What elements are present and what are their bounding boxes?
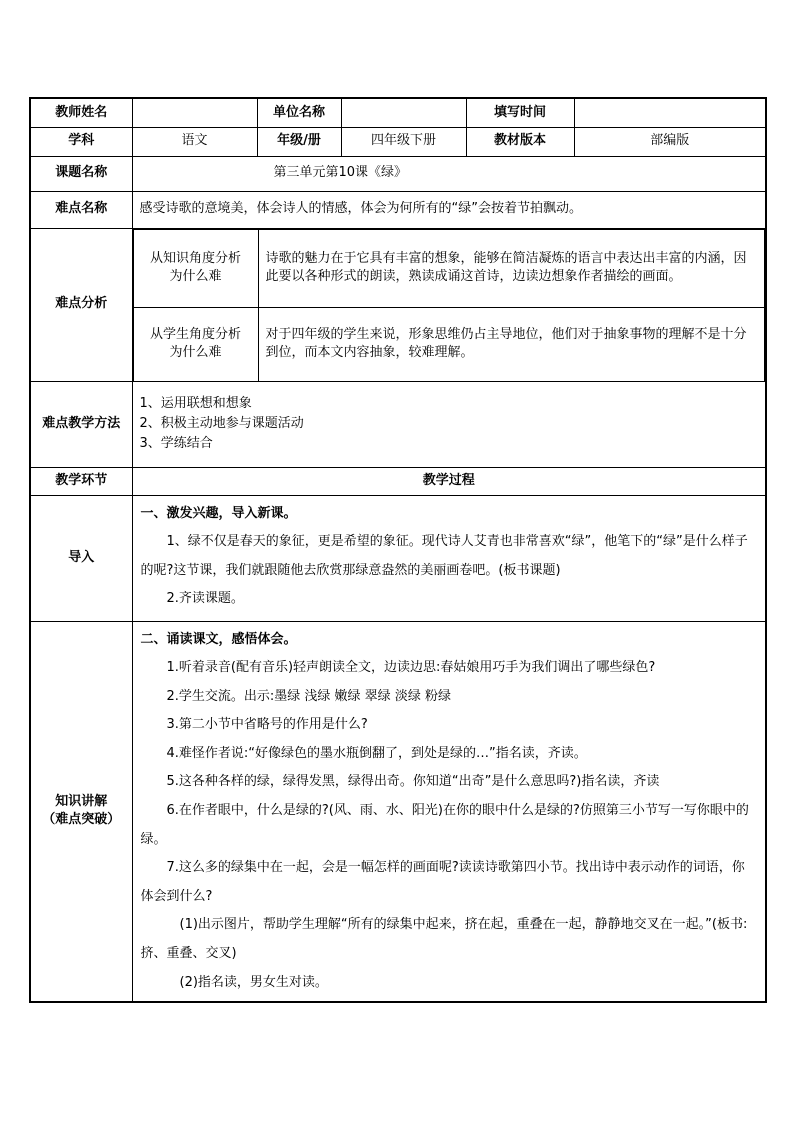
method-item-2: 2、积极主动地参与课题活动 (139, 415, 304, 431)
process-column-header: 教学过程 (132, 467, 766, 495)
knowledge-step-1: 1.听着录音(配有音乐)轻声朗读全文，边读边思:春姑娘用巧手为我们调出了哪些绿色? (166, 660, 656, 676)
student-angle-question (133, 307, 258, 380)
intro-step-2: 2.齐读课题。 (166, 591, 244, 607)
intro-step-1: 1、绿不仅是春天的象征，更是希望的象征。现代诗人艾青也非常喜欢“绿”，他笔下的“绿”是什么样子的呢?这节课，我们就跟随他去欣赏那绿意盎然的美丽画卷吧。(板书课题) (140, 534, 748, 578)
knowledge-step-7: 7.这么多的绿集中在一起，会是一幅怎样的画面呢?读读诗歌第四小节。找出诗中表示动作的词语，你体会到什么? (140, 860, 745, 904)
intro-process (132, 495, 766, 621)
unit-name-label: 单位名称 (257, 98, 341, 127)
method-label: 难点教学方法 (30, 381, 132, 467)
student-angle-q-line1: 从学生角度分析 (149, 326, 241, 342)
method-item-3: 3、学练结合 (139, 436, 213, 452)
lesson-plan-table (29, 97, 767, 1003)
knowledge-angle-question (133, 229, 258, 307)
knowledge-step-4: 4.难怪作者说:“好像绿色的墨水瓶倒翻了，到处是绿的…”指名读，齐读。 (166, 745, 587, 761)
teacher-name-value (132, 98, 257, 127)
knowledge-angle-q-line1: 从知识角度分析 (149, 250, 241, 266)
analysis-label: 难点分析 (30, 228, 132, 381)
knowledge-step-7-2: (2)指名读，男女生对读。 (179, 974, 328, 990)
student-angle-answer: 对于四年级的学生来说，形象思维仍占主导地位，他们对于抽象事物的理解不是十分到位，而本文内容抽象，较难理解。 (258, 307, 765, 380)
method-item-1: 1、运用联想和想象 (139, 395, 252, 411)
knowledge-step-2: 2.学生交流。出示:墨绿 浅绿 嫩绿 翠绿 淡绿 粉绿 (166, 688, 451, 704)
knowledge-title: 二、诵读课文，感悟体会。 (140, 631, 297, 647)
knowledge-stage-line1: 知识讲解 (55, 794, 108, 810)
grade-value: 四年级下册 (341, 127, 466, 156)
difficulty-label: 难点名称 (30, 191, 132, 228)
difficulty-value: 感受诗歌的意境美，体会诗人的情感，体会为何所有的“绿”会按着节拍飘动。 (132, 191, 766, 228)
intro-stage: 导入 (30, 495, 132, 621)
stage-column-header: 教学环节 (30, 467, 132, 495)
analysis-cell (132, 228, 766, 381)
student-angle-q-line2: 为什么难 (169, 345, 222, 361)
edition-label: 教材版本 (466, 127, 574, 156)
fill-date-value (574, 98, 766, 127)
lesson-plan-sheet (29, 97, 765, 1002)
knowledge-step-5: 5.这各种各样的绿，绿得发黑，绿得出奇。你知道“出奇”是什么意思吗?)指名读，齐读 (166, 774, 660, 790)
grade-label: 年级/册 (257, 127, 341, 156)
topic-value: 第三单元第10课《绿》 (132, 156, 766, 191)
topic-label: 课题名称 (30, 156, 132, 191)
knowledge-stage-line2: （难点突破） (42, 812, 121, 828)
knowledge-stage (30, 621, 132, 1002)
knowledge-angle-answer: 诗歌的魅力在于它具有丰富的想象，能够在简洁凝炼的语言中表达出丰富的内涵，因此要以各种形式的朗读，熟读成诵这首诗，边读边想象作者描绘的画面。 (258, 229, 765, 307)
method-list (132, 381, 766, 467)
unit-name-value (341, 98, 466, 127)
analysis-subtable (133, 229, 766, 381)
knowledge-step-6: 6.在作者眼中，什么是绿的?(风、雨、水、阳光)在你的眼中什么是绿的?仿照第三小节写一写你眼中的绿。 (140, 803, 749, 847)
subject-label: 学科 (30, 127, 132, 156)
knowledge-step-7-1: (1)出示图片，帮助学生理解“所有的绿集中起来，挤在起，重叠在一起，静静地交叉在一起。”(板书:挤、重叠、交叉) (140, 917, 748, 962)
subject-value: 语文 (132, 127, 257, 156)
edition-value: 部编版 (574, 127, 766, 156)
knowledge-step-3: 3.第二小节中省略号的作用是什么? (166, 717, 368, 733)
teacher-name-label: 教师姓名 (30, 98, 132, 127)
intro-title: 一、激发兴趣，导入新课。 (140, 505, 297, 521)
knowledge-angle-q-line2: 为什么难 (169, 269, 222, 285)
knowledge-process (132, 621, 766, 1002)
fill-date-label: 填写时间 (466, 98, 574, 127)
